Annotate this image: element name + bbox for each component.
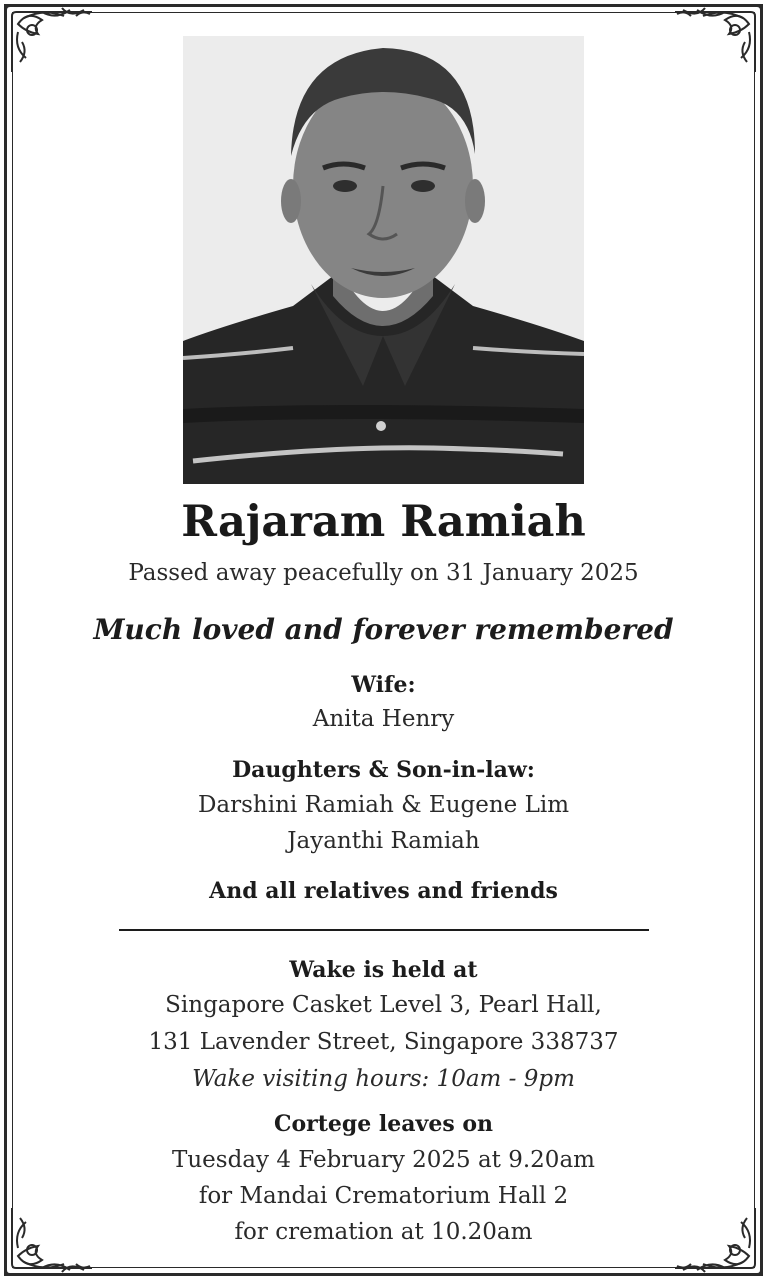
daughter-line-2: Jayanthi Ramiah xyxy=(287,828,480,854)
wake-address-line-2: 131 Lavender Street, Singapore 338737 xyxy=(148,1029,619,1055)
portrait-photo xyxy=(183,36,584,484)
wake-label: Wake is held at xyxy=(289,957,478,983)
cortege-line-3: for cremation at 10.20am xyxy=(234,1219,533,1245)
daughters-label: Daughters & Son-in-law: xyxy=(232,757,535,783)
tagline: Much loved and forever remembered xyxy=(93,613,674,646)
wife-label: Wife: xyxy=(351,672,416,698)
corner-ornament-top-left xyxy=(2,2,98,80)
section-divider xyxy=(119,929,649,931)
wake-hours: Wake visiting hours: 10am - 9pm xyxy=(192,1066,575,1092)
relatives-line: And all relatives and friends xyxy=(209,878,558,904)
cortege-label: Cortege leaves on xyxy=(273,1111,494,1137)
deceased-name: Rajaram Ramiah xyxy=(181,497,586,547)
cortege-line-2: for Mandai Crematorium Hall 2 xyxy=(198,1183,569,1209)
corner-ornament-top-right xyxy=(669,2,765,80)
wife-name: Anita Henry xyxy=(312,706,455,732)
cortege-line-1: Tuesday 4 February 2025 at 9.20am xyxy=(172,1147,595,1173)
wake-address-line-1: Singapore Casket Level 3, Pearl Hall, xyxy=(165,992,602,1018)
passed-away-line: Passed away peacefully on 31 January 2025 xyxy=(128,560,639,586)
daughter-line-1: Darshini Ramiah & Eugene Lim xyxy=(197,792,570,818)
